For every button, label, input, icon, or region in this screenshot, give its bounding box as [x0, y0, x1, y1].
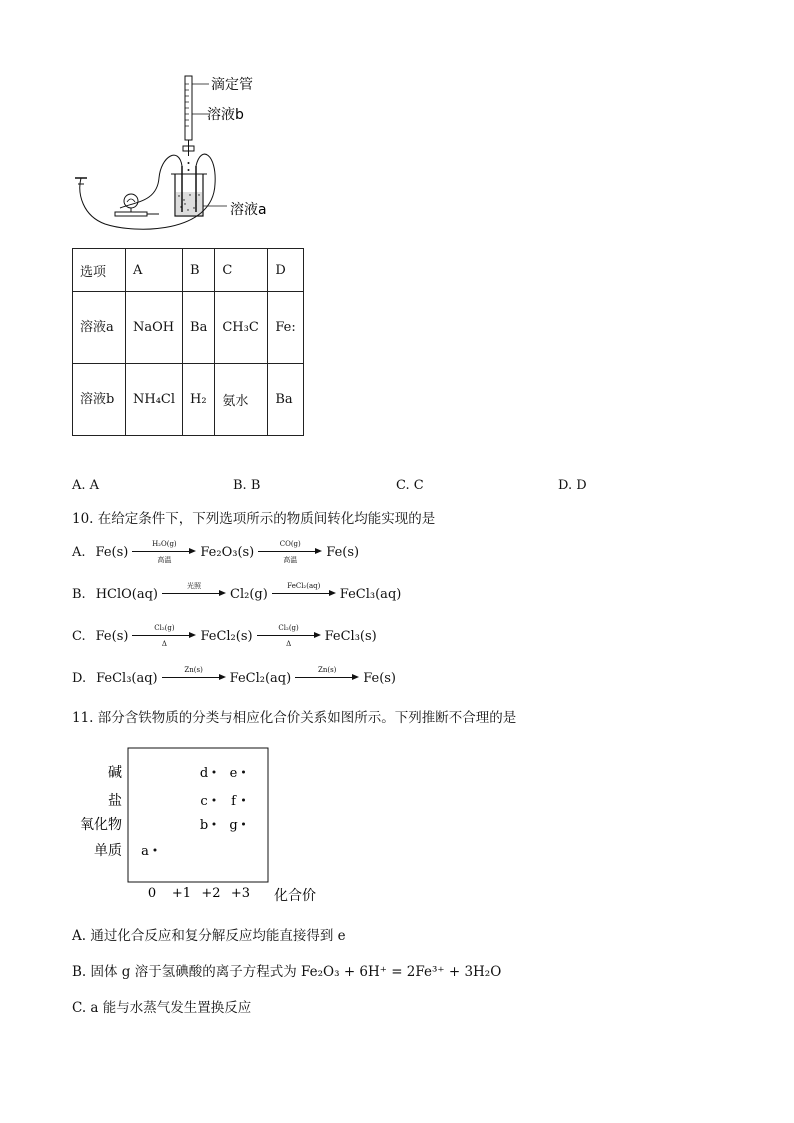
solution-b-label: 溶液b — [207, 107, 244, 123]
table-cell: Fe: — [268, 292, 303, 364]
point-label-d: d — [199, 766, 209, 781]
arrow-condition-bottom: Δ — [286, 640, 292, 648]
x-tick-label: +1 — [171, 886, 192, 901]
conductivity-apparatus-diagram — [75, 74, 285, 244]
reaction-arrow — [258, 540, 322, 564]
y-category-label: 碱 — [108, 765, 122, 781]
valence-classification-chart — [60, 742, 316, 912]
arrow-condition-top: Cl₂(g) — [154, 624, 175, 632]
option-label: A. — [72, 544, 86, 560]
y-category-label: 氧化物 — [80, 817, 122, 833]
data-point-g — [242, 823, 245, 826]
burette-label: 滴定管 — [211, 77, 253, 93]
data-point-e — [242, 771, 245, 774]
y-category-label: 单质 — [94, 843, 122, 859]
table-header-cell: C — [215, 249, 268, 292]
data-point-b — [213, 823, 216, 826]
table-cell: CH₃C — [215, 292, 268, 364]
arrow-condition-bottom: Δ — [161, 640, 167, 648]
point-label-e: e — [229, 766, 238, 781]
question-10-option — [72, 540, 359, 564]
reaction-arrow — [272, 582, 336, 606]
options-table — [72, 248, 304, 436]
table-header-cell: 选项 — [73, 249, 126, 292]
point-label-a: a — [141, 844, 149, 859]
data-point-f — [242, 799, 245, 802]
reaction-arrow — [257, 624, 321, 648]
reactant: Fe(s) — [95, 544, 129, 560]
intermediate: FeCl₂(s) — [200, 628, 253, 644]
intermediate: Cl₂(g) — [230, 586, 268, 602]
question-10-stem: 10. 在给定条件下，下列选项所示的物质间转化均能实现的是 — [72, 511, 436, 527]
table-cell: 溶液a — [73, 292, 126, 364]
table-cell: 溶液b — [73, 364, 126, 436]
answer-option-d: D. D — [558, 478, 587, 493]
x-tick-label: +3 — [230, 886, 251, 901]
arrow-condition-top: H₂O(g) — [152, 540, 177, 548]
table-header-cell: B — [183, 249, 215, 292]
intermediate: FeCl₂(aq) — [229, 670, 292, 686]
y-category-label: 盐 — [108, 793, 122, 809]
point-label-g: g — [229, 818, 238, 833]
option-label: D. — [72, 670, 87, 686]
arrow-condition-top: FeCl₂(aq) — [287, 582, 321, 590]
arrow-condition-top: Cl₂(g) — [278, 624, 299, 632]
arrow-condition-bottom — [303, 598, 305, 606]
arrow-condition-top: CO(g) — [279, 540, 301, 548]
arrow-condition-top: 光照 — [187, 582, 202, 590]
data-point-d — [213, 771, 216, 774]
question-11-option-b: B. 固体 g 溶于氢碘酸的离子方程式为 Fe₂O₃ + 6H⁺ = 2Fe³⁺ + 3H₂O — [72, 964, 502, 980]
table-cell: NaOH — [126, 292, 183, 364]
reactant: FeCl₃(aq) — [96, 670, 158, 686]
arrow-condition-bottom — [193, 682, 195, 690]
point-label-f: f — [231, 794, 236, 809]
point-label-c: c — [200, 794, 208, 809]
product: Fe(s) — [363, 670, 397, 686]
question-10-option — [72, 624, 377, 648]
reactant: Fe(s) — [95, 628, 129, 644]
product: Fe(s) — [326, 544, 360, 560]
arrow-condition-bottom: 高温 — [283, 556, 298, 564]
intermediate: Fe₂O₃(s) — [200, 544, 255, 560]
table-row — [73, 249, 304, 292]
solution-a-label: 溶液a — [230, 202, 267, 218]
table-row — [73, 364, 304, 436]
x-tick-label: +2 — [201, 886, 221, 901]
question-11-option-c: C. a 能与水蒸气发生置换反应 — [72, 1000, 252, 1016]
table-header-cell: D — [268, 249, 303, 292]
arrow-condition-top: Zn(s) — [184, 666, 203, 674]
product: FeCl₃(aq) — [339, 586, 402, 602]
answer-option-b: B. B — [233, 478, 261, 493]
table-cell: Ba — [183, 292, 215, 364]
table-row — [73, 292, 304, 364]
table-cell: H₂ — [183, 364, 215, 436]
question-11-option-a: A. 通过化合反应和复分解反应均能直接得到 e — [72, 928, 346, 944]
reaction-arrow — [162, 666, 226, 690]
answer-option-a: A. A — [72, 478, 100, 493]
reaction-arrow — [132, 624, 196, 648]
point-label-b: b — [199, 818, 209, 833]
arrow-condition-bottom: 高温 — [157, 556, 172, 564]
answer-option-c: C. C — [396, 478, 424, 493]
table-cell: 氨水 — [215, 364, 268, 436]
table-header-cell: A — [126, 249, 183, 292]
question-10-option — [72, 666, 396, 690]
data-point-c — [213, 799, 216, 802]
x-axis-label: 化合价 — [274, 888, 316, 904]
chart-frame — [128, 748, 268, 882]
arrow-condition-bottom — [326, 682, 328, 690]
data-point-a — [154, 849, 157, 852]
option-label: C. — [72, 628, 86, 644]
reaction-arrow — [295, 666, 359, 690]
reaction-arrow — [162, 582, 226, 606]
reaction-arrow — [132, 540, 196, 564]
product: FeCl₃(s) — [324, 628, 377, 644]
question-10-option — [72, 582, 401, 606]
x-tick-label: 0 — [147, 886, 157, 901]
option-label: B. — [72, 586, 86, 602]
question-11-stem: 11. 部分含铁物质的分类与相应化合价关系如图所示。下列推断不合理的是 — [72, 710, 517, 726]
arrow-condition-bottom — [193, 598, 195, 606]
arrow-condition-top: Zn(s) — [317, 666, 337, 674]
table-cell: NH₄Cl — [126, 364, 183, 436]
table-cell: Ba — [268, 364, 303, 436]
reactant: HClO(aq) — [95, 586, 159, 602]
